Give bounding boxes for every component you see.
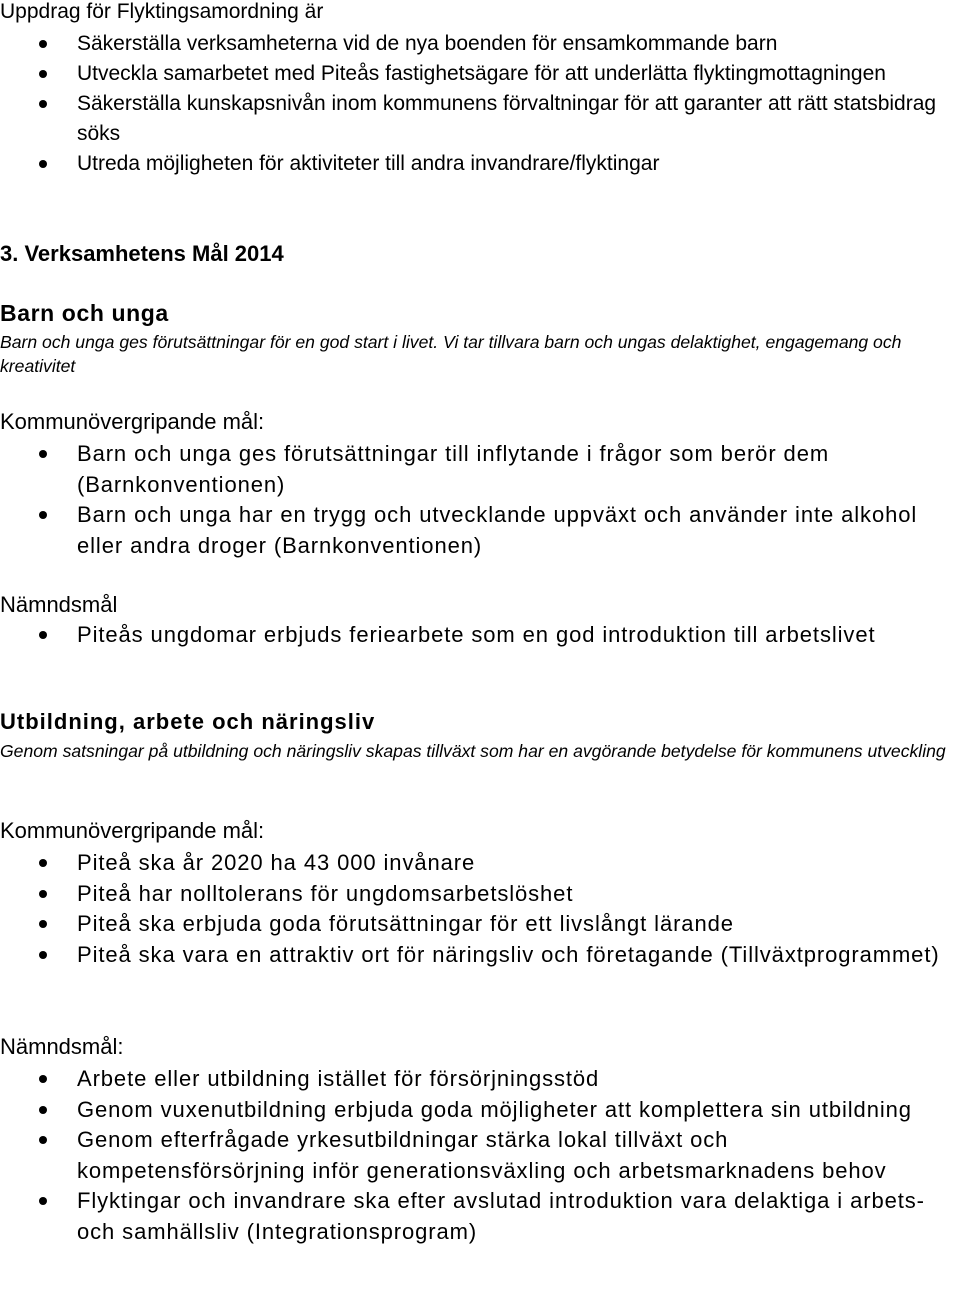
utbildning-intro: Genom satsningar på utbildning och näringsliv skapas tillväxt som har en avgörande betydelse för kommunens utveckling xyxy=(0,741,946,761)
list-item-text: Piteå ska vara en attraktiv ort för näringsliv och företagande (Tillväxtprogrammet) xyxy=(77,941,940,967)
bullet-icon xyxy=(39,1136,47,1144)
list-item-text: Barn och unga har en trygg och utvecklande uppväxt och använder inte alkohol eller andra droger (Barnkonventionen) xyxy=(77,502,918,558)
list-item-text: Barn och unga ges förutsättningar till inflytande i frågor som berör dem (Barnkonventionen) xyxy=(77,441,830,497)
bullet-icon xyxy=(39,70,47,78)
bullet-icon xyxy=(39,100,47,108)
list-item-text: Utreda möjligheten för aktiviteter till andra invandrare/flyktingar xyxy=(77,152,660,175)
list-item-text: Genom vuxenutbildning erbjuda goda möjligheter att komplettera sin utbildning xyxy=(77,1096,912,1122)
list-item xyxy=(0,500,960,561)
list-item-text: Genom efterfrågade yrkesutbildningar stärka lokal tillväxt och kompetensförsörjning inför generationsväxling och arbetsmarknadens behov xyxy=(77,1127,887,1183)
list-item-text: Säkerställa kunskapsnivån inom kommunens förvaltningar för att garanter att rätt statsbidrag söks xyxy=(77,92,937,145)
list-item xyxy=(0,1095,960,1126)
section-heading: 3. Verksamhetens Mål 2014 xyxy=(0,241,284,266)
list-item-text: Säkerställa verksamheterna vid de nya boenden för ensamkommande barn xyxy=(77,32,778,55)
bullet-icon xyxy=(39,511,47,519)
utbildning-namnd-label: Nämndsmål: xyxy=(0,1034,124,1059)
uppdrag-lead: Uppdrag för Flyktingsamordning är xyxy=(0,0,324,23)
utbildning-overgripande-list xyxy=(0,848,960,970)
list-item xyxy=(0,1186,960,1247)
list-item-text: Utveckla samarbetet med Piteås fastighetsägare för att underlätta flyktingmottagningen xyxy=(77,62,886,85)
list-item xyxy=(0,620,960,651)
list-item-text: Arbete eller utbildning istället för försörjningsstöd xyxy=(77,1066,600,1091)
list-item xyxy=(0,909,960,940)
list-item xyxy=(0,149,960,179)
list-item-text: Flyktingar och invandrare ska efter avslutad introduktion vara delaktiga i arbets- och samhällsliv (Integrationsprogram) xyxy=(77,1188,925,1244)
list-item xyxy=(0,940,960,971)
bullet-icon xyxy=(39,1075,47,1083)
uppdrag-list xyxy=(0,29,960,179)
bullet-icon xyxy=(39,859,47,867)
list-item xyxy=(0,89,960,149)
list-item xyxy=(0,1125,960,1186)
list-item-text: Piteå har nolltolerans för ungdomsarbetslöshet xyxy=(77,880,574,906)
bullet-icon xyxy=(39,631,47,639)
list-item-text: Piteå ska år 2020 ha 43 000 invånare xyxy=(77,850,476,875)
bullet-icon xyxy=(39,890,47,898)
bullet-icon xyxy=(39,920,47,928)
barn-heading: Barn och unga xyxy=(0,300,169,326)
utbildning-heading: Utbildning, arbete och näringsliv xyxy=(0,709,376,734)
list-item xyxy=(0,29,960,59)
bullet-icon xyxy=(39,951,47,959)
utbildning-overgripande-label: Kommunövergripande mål: xyxy=(0,818,265,843)
list-item xyxy=(0,848,960,879)
barn-intro: Barn och unga ges förutsättningar för en god start i livet. Vi tar tillvara barn och ungas delaktighet, engagemang och kreativitet xyxy=(0,332,902,376)
bullet-icon xyxy=(39,1106,47,1114)
list-item-text: Piteås ungdomar erbjuds feriearbete som en god introduktion till arbetslivet xyxy=(77,622,876,647)
list-item xyxy=(0,59,960,89)
barn-namnd-label: Nämndsmål xyxy=(0,592,118,617)
list-item xyxy=(0,879,960,910)
bullet-icon xyxy=(39,1197,47,1205)
bullet-icon xyxy=(39,450,47,458)
list-item xyxy=(0,1064,960,1095)
list-item xyxy=(0,439,960,500)
bullet-icon xyxy=(39,40,47,48)
barn-overgripande-list xyxy=(0,439,960,561)
utbildning-namnd-list xyxy=(0,1064,960,1247)
list-item-text: Piteå ska erbjuda goda förutsättningar för ett livslångt lärande xyxy=(77,911,734,936)
bullet-icon xyxy=(39,160,47,168)
barn-namnd-list xyxy=(0,620,960,651)
barn-overgripande-label: Kommunövergripande mål: xyxy=(0,409,265,434)
